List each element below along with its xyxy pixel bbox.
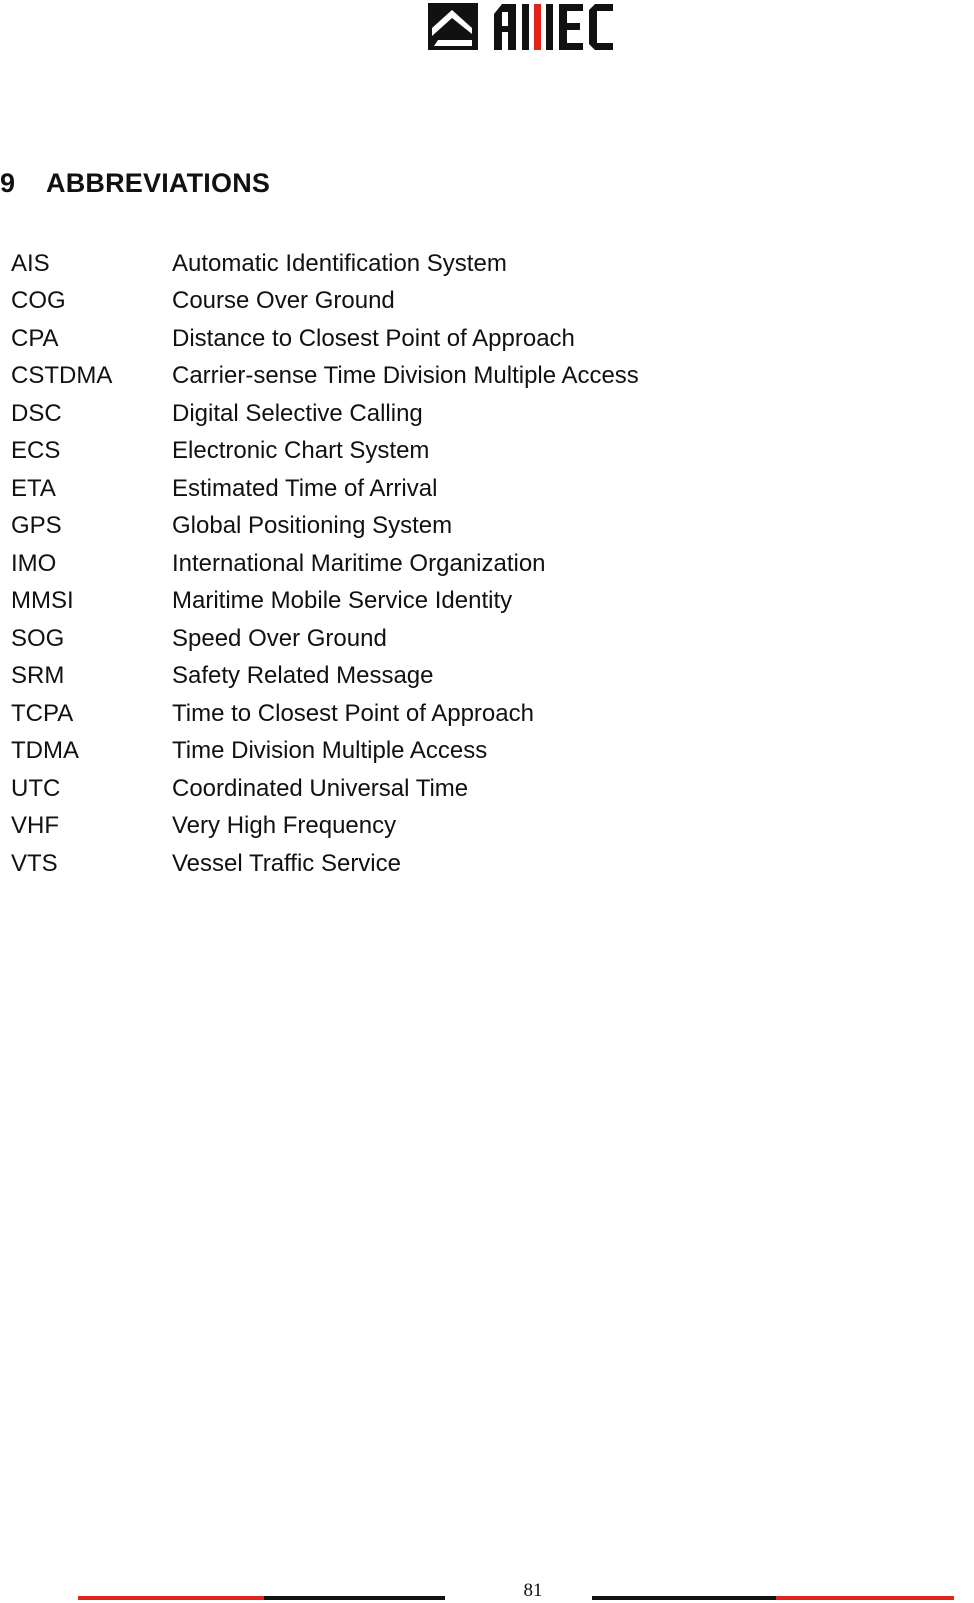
abbreviation-term: AIS	[11, 249, 50, 277]
abbreviation-definition: Safety Related Message	[172, 662, 434, 690]
section-title: ABBREVIATIONS	[46, 168, 271, 198]
abbreviation-definition: Time to Closest Point of Approach	[172, 699, 534, 727]
abbreviation-term: GPS	[11, 512, 62, 540]
abbreviation-term: CPA	[11, 324, 59, 352]
abbreviation-term: TCPA	[11, 699, 74, 727]
footer-rule-right-black	[592, 1596, 776, 1600]
abbreviation-row	[11, 695, 639, 733]
abbreviation-definition: Maritime Mobile Service Identity	[172, 587, 513, 615]
abbreviation-term: CSTDMA	[11, 362, 113, 390]
abbreviation-term: TDMA	[11, 737, 79, 765]
abbreviation-term: SRM	[11, 662, 65, 690]
abbreviation-list	[11, 245, 639, 883]
section-number: 9	[0, 168, 16, 198]
abbreviation-row	[11, 545, 639, 583]
abbreviation-row	[11, 433, 639, 471]
abbreviation-definition: Distance to Closest Point of Approach	[172, 324, 575, 352]
abbreviation-term: IMO	[11, 549, 57, 577]
abbreviation-term: VHF	[11, 812, 59, 840]
abbreviation-definition: International Maritime Organization	[172, 549, 546, 577]
abbreviation-term: COG	[11, 287, 66, 315]
abbreviation-term: ECS	[11, 437, 61, 465]
abbreviation-definition: Automatic Identification System	[172, 249, 507, 277]
footer-rule-right-red	[776, 1596, 954, 1600]
abbreviation-definition: Global Positioning System	[172, 512, 453, 540]
abbreviation-term: DSC	[11, 399, 62, 427]
abbreviation-definition: Vessel Traffic Service	[172, 849, 401, 877]
abbreviation-term: UTC	[11, 774, 61, 802]
abbreviation-definition: Course Over Ground	[172, 287, 395, 315]
footer-rule-left-black	[264, 1596, 445, 1600]
abbreviation-row	[11, 320, 639, 358]
page-number: 81	[523, 1580, 543, 1601]
abbreviation-definition: Electronic Chart System	[172, 437, 430, 465]
footer-rule-left-red	[78, 1596, 264, 1600]
abbreviation-row	[11, 658, 639, 696]
abbreviation-term: ETA	[11, 474, 56, 502]
abbreviation-row	[11, 770, 639, 808]
abbreviation-definition: Very High Frequency	[172, 812, 397, 840]
abbreviation-row	[11, 808, 639, 846]
abbreviation-row	[11, 470, 639, 508]
abbreviation-row	[11, 395, 639, 433]
abbreviation-row	[11, 733, 639, 771]
amec-logo	[428, 0, 618, 55]
abbreviation-term: MMSI	[11, 587, 74, 615]
abbreviation-definition: Estimated Time of Arrival	[172, 474, 438, 502]
abbreviation-row	[11, 583, 639, 621]
abbreviation-definition: Coordinated Universal Time	[172, 774, 469, 802]
abbreviation-term: VTS	[11, 849, 58, 877]
abbreviation-definition: Speed Over Ground	[172, 624, 387, 652]
abbreviation-row	[11, 620, 639, 658]
abbreviation-row	[11, 508, 639, 546]
abbreviation-row	[11, 245, 639, 283]
abbreviation-term: SOG	[11, 624, 65, 652]
abbreviation-row	[11, 845, 639, 883]
abbreviation-definition: Digital Selective Calling	[172, 399, 423, 427]
section-heading	[0, 168, 270, 199]
abbreviation-row	[11, 358, 639, 396]
abbreviation-definition: Time Division Multiple Access	[172, 737, 488, 765]
abbreviation-row	[11, 283, 639, 321]
abbreviation-definition: Carrier-sense Time Division Multiple Access	[172, 362, 639, 390]
